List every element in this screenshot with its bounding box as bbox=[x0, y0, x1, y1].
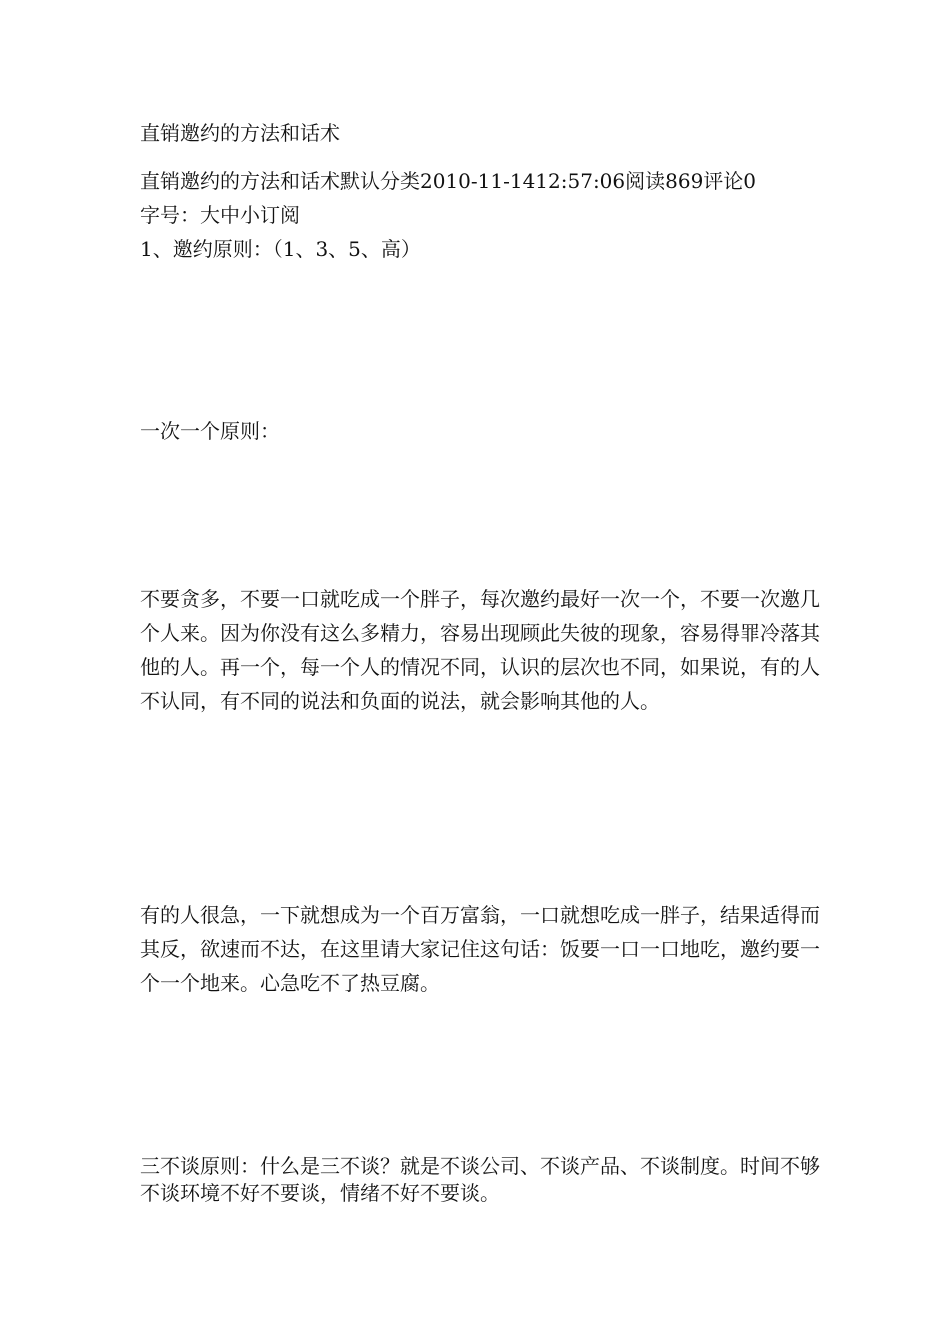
paragraph-three-dont-talk: 三不谈原则：什么是三不谈？就是不谈公司、不谈产品、不谈制度。时间不够不谈环境不好不要谈，情绪不好不要谈。 bbox=[140, 1154, 820, 1205]
section-heading-invitation-principles: 1、邀约原则：（1、3、5、高） bbox=[140, 237, 421, 261]
document-title: 直销邀约的方法和话术 bbox=[140, 121, 340, 145]
font-size-line: 字号：大中小订阅 bbox=[140, 203, 300, 227]
paragraph-dont-rush: 有的人很急，一下就想成为一个百万富翁，一口就想吃成一胖子，结果适得而其反，欲速而不达，在这里请大家记住这句话：饭要一口一口地吃，邀约要一个一个地来。心急吃不了热豆腐。 bbox=[140, 903, 820, 995]
meta-line: 直销邀约的方法和话术默认分类2010-11-1412:57:06阅读869评论0 bbox=[140, 169, 757, 193]
paragraph-one-at-a-time: 不要贪多，不要一口就吃成一个胖子，每次邀约最好一次一个，不要一次邀几个人来。因为你没有这么多精力，容易出现顾此失彼的现象，容易得罪冷落其他的人。再一个，每一个人的情况不同，认识的层次也不同，如果说，有的人不认同，有不同的说法和负面的说法，就会影响其他的人。 bbox=[140, 587, 820, 713]
rule-one-heading: 一次一个原则： bbox=[140, 419, 280, 443]
